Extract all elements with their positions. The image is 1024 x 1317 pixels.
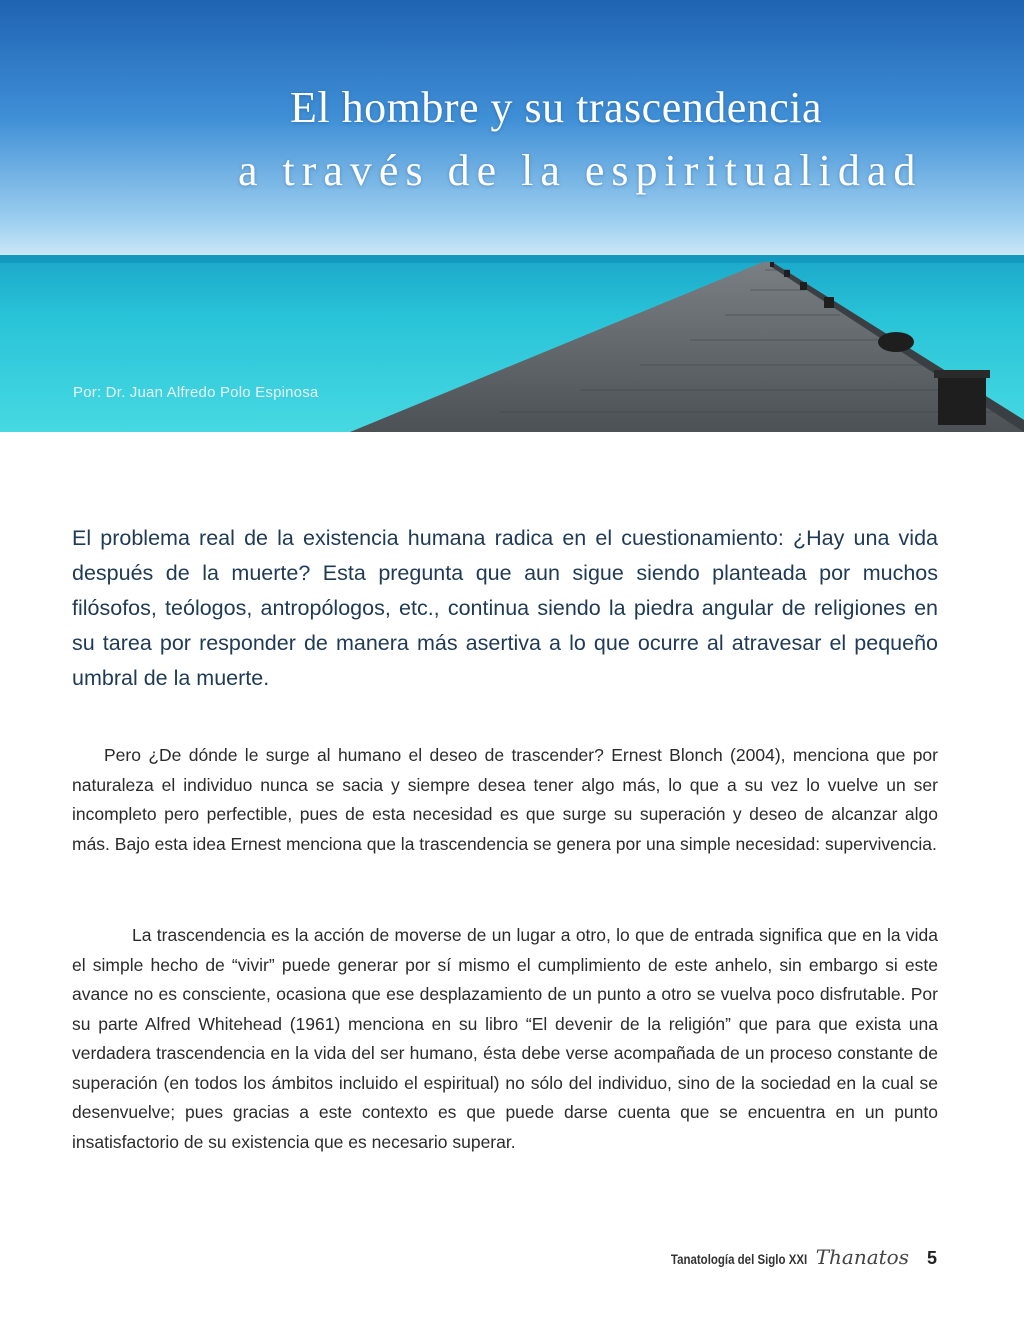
body-paragraph-1: Pero ¿De dónde le surge al humano el deseo de trascender? Ernest Blonch (2004), menciona que por naturaleza el individuo nunca se sacia y siempre desea tener algo más, lo que a su vez lo vuelve un ser incompleto pero perfectible, pues de esta necesidad es que surge su superación y deseo de alcanzar algo más. Bajo esta idea Ernest menciona que la trascendencia se genera por una simple necesidad: supervivencia. [72,745,938,854]
magazine-name: Tanatología del Siglo XXI [671,1251,808,1267]
hero-image [0,0,1024,432]
body-paragraph-2: La trascendencia es la acción de moverse de un lugar a otro, lo que de entrada significa que en la vida el simple hecho de “vivir” puede generar por sí mismo el cumplimiento de este anhelo, sin embargo si este avance no es consciente, ocasiona que ese desplazamiento de un punto a otro se vuelva poco disfrutable. Por su parte Alfred Whitehead (1961) menciona en su libro “El devenir de la religión” que para que exista una verdadera trascendencia en la vida del ser humano, ésta debe verse acompañada de un proceso constante de superación (en todos los ámbitos incluido el espiritual) no sólo del individuo, sino de la sociedad en la cual se desenvuelve; pues gracias a este contexto es que puede darse cuenta que se encuentra en un punto insatisfactorio de su existencia que es necesario superar. [72,925,938,1152]
sea-pier-illustration [0,0,1024,432]
brand-logo: Thanatos [815,1245,909,1269]
page-number: 5 [926,1248,937,1268]
article-title-line1: El hombre y su trascendencia [290,83,823,132]
author-byline: Por: Dr. Juan Alfredo Polo Espinosa [73,384,319,401]
lead-paragraph: El problema real de la existencia humana radica en el cuestionamiento: ¿Hay una vida después de la muerte? Esta pregunta que aun sigue siendo planteada por muchos filósofos, teólogos, antropólogos, etc., continua siendo la piedra angular de religiones en su tarea por responder de manera más asertiva a lo que ocurre al atravesar el pequeño umbral de la muerte. [72,526,938,690]
article-title-line2: a través de la espiritualidad [238,146,923,195]
page-footer [641,1245,937,1269]
